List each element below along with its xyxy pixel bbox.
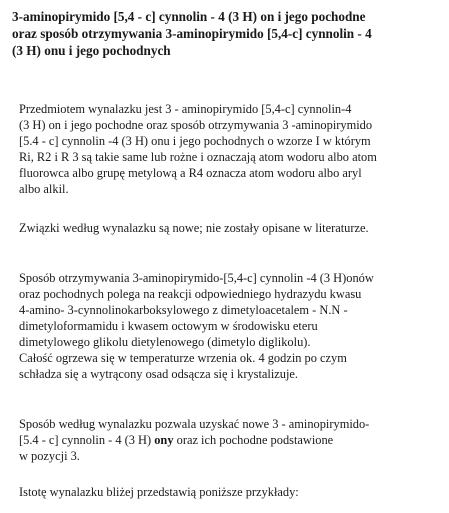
text-fragment: [5.4 - c] cynnolin - 4 (3 H) [19, 433, 155, 447]
title-line: (3 H) onu i jego pochodnych [12, 43, 171, 58]
text-line [19, 432, 445, 448]
text-line: w pozycji 3. [19, 449, 80, 463]
paragraph-novelty [19, 220, 445, 236]
bold-fragment: ony [154, 433, 174, 447]
paragraph-examples-intro [19, 484, 445, 500]
text-line: Przedmiotem wynalazku jest 3 - aminopirymido [5,4-c] cynnolin-4 [19, 102, 352, 116]
text-line: dimetylowego glikolu dietylenowego (dimetylo diglikolu). [19, 335, 311, 349]
text-line: oraz pochodnych polega na reakcji odpowiedniego hydrazydu kwasu [19, 287, 362, 301]
text-line: [5.4 - c] cynnolin -4 (3 H) onu i jego pochodnych o wzorze I w którym [19, 134, 371, 148]
text-line: Całość ogrzewa się w temperaturze wrzenia ok. 4 godzin po czym [19, 351, 347, 365]
text-line: Związki według wynalazku są nowe; nie zostały opisane w literaturze. [19, 221, 369, 235]
paragraph-result [19, 416, 445, 464]
text-line: albo alkil. [19, 182, 69, 196]
text-line: Sposób otrzymywania 3-aminopirymido-[5,4-c] cynnolin -4 (3 H)onów [19, 271, 374, 285]
title-line: 3-aminopirymido [5,4 - c] cynnolin - 4 (3 H) on i jego pochodne [12, 9, 366, 24]
text-line: fluorowca albo grupę metylową a R4 oznacza atom wodoru albo aryl [19, 166, 362, 180]
text-line: 4-amino- 3-cynnolinokarboksylowego z dimetyloacetalem - N.N - [19, 303, 348, 317]
document-title [12, 8, 442, 59]
text-line: (3 H) on i jego pochodne oraz sposób otrzymywania 3 -aminopirymido [19, 118, 373, 132]
text-line: Sposób według wynalazku pozwala uzyskać nowe 3 - aminopirymido- [19, 417, 370, 431]
title-line: oraz sposób otrzymywania 3-aminopirymido [5,4-c] cynnolin - 4 [12, 26, 372, 41]
text-line: Ri, R2 i R 3 są takie same lub rożne i oznaczają atom wodoru albo atom [19, 150, 377, 164]
text-line: dimetyloformamidu i kwasem octowym w środowisku eteru [19, 319, 318, 333]
paragraph-method [19, 270, 445, 382]
text-fragment: oraz ich pochodne podstawione [173, 433, 334, 447]
text-line: schładza się a wytrącony osad odsącza się i krystalizuje. [19, 367, 299, 381]
text-line: Istotę wynalazku bliżej przedstawią poniższe przykłady: [19, 485, 299, 499]
paragraph-subject [19, 101, 445, 197]
